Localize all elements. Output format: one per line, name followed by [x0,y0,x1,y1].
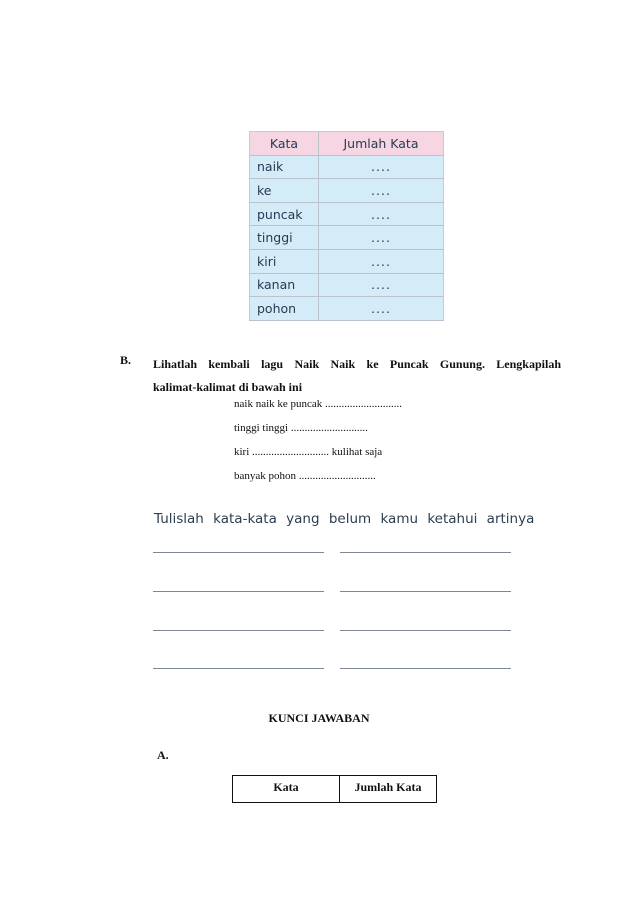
word-table-header-row [250,132,444,156]
section-b-label: B. [120,353,132,367]
table-row [250,179,444,203]
table-row [250,202,444,226]
table-row [250,226,444,250]
writing-line [340,668,511,669]
count-cell: .... [319,273,444,297]
table-row [250,155,444,179]
count-cell: .... [319,297,444,321]
section-b-instruction [153,353,561,399]
lyric-line: kiri ............................ kulihat saja [234,446,383,458]
word-cell: tinggi [250,226,319,250]
lyric-line: banyak pohon ............................ [234,470,376,482]
word-count-table [249,131,444,321]
writing-line [153,591,324,592]
word-cell: ke [250,179,319,203]
table-row [250,297,444,321]
count-cell: .... [319,226,444,250]
lyric-line: naik naik ke puncak ............................ [234,398,403,410]
answer-section-a-label: A. [157,748,169,762]
writing-line [340,630,511,631]
answer-header-jumlah: Jumlah Kata [340,776,437,803]
word-table-header-kata: Kata [250,132,319,156]
writing-line [153,668,324,669]
count-cell: .... [319,179,444,203]
word-table-header-jumlah: Jumlah Kata [319,132,444,156]
writing-task-title: Tulislah kata-kata yang belum kamu ketahui artinya [154,511,535,527]
table-row [250,249,444,273]
count-cell: .... [319,155,444,179]
word-cell: kanan [250,273,319,297]
answer-header-kata: Kata [233,776,340,803]
instruction-line-1: Lihatlah kembali lagu Naik Naik ke Puncak Gunung. Lengkapilah [153,357,561,371]
answer-key-title: KUNCI JAWABAN [268,711,370,725]
word-cell: pohon [250,297,319,321]
writing-line [340,552,511,553]
answer-table-header-row [233,776,437,803]
count-cell: .... [319,202,444,226]
writing-line [153,630,324,631]
answer-table [232,775,437,803]
count-cell: .... [319,249,444,273]
lyric-line: tinggi tinggi ............................ [234,422,368,434]
writing-line [340,591,511,592]
word-cell: kiri [250,249,319,273]
word-cell: naik [250,155,319,179]
instruction-line-2: kalimat-kalimat di bawah ini [153,380,303,394]
word-cell: puncak [250,202,319,226]
table-row [250,273,444,297]
writing-line [153,552,324,553]
